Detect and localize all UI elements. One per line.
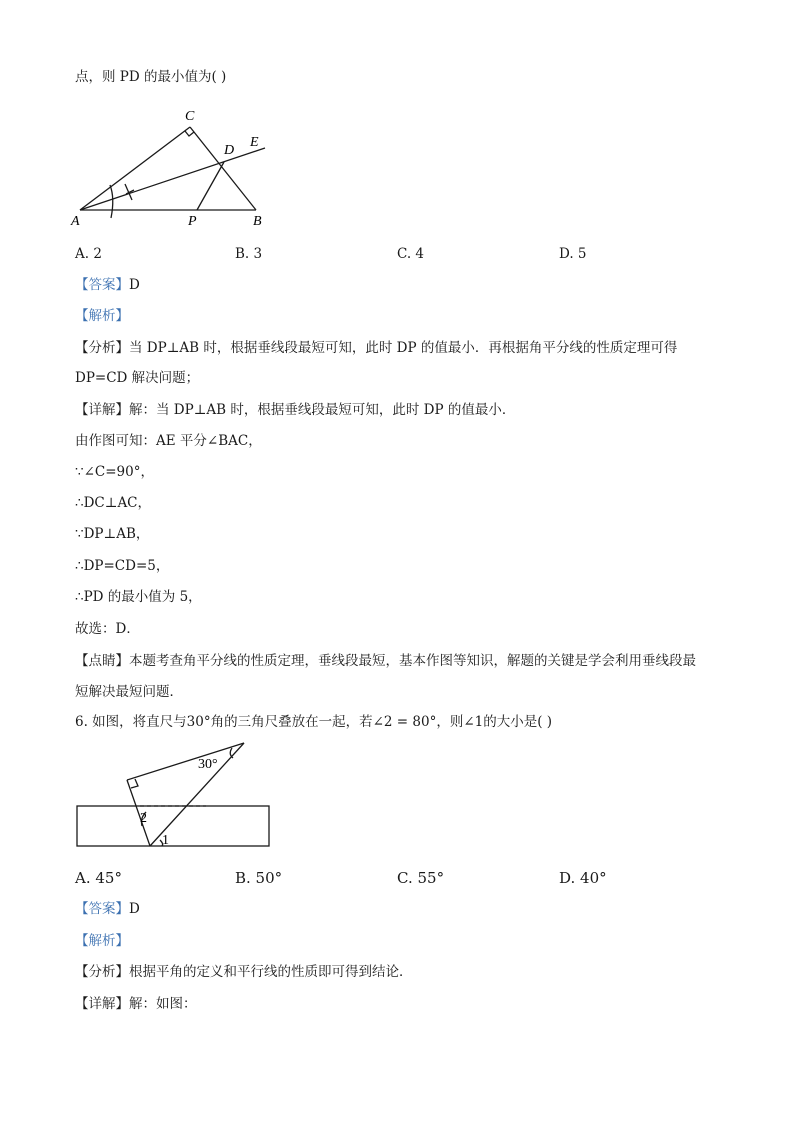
q5-option-c: C. 4 [397,246,425,262]
label-A: A [71,214,80,229]
q5-step-8: 故选：D． [75,621,140,637]
q5-step-3: ∵∠C=90°， [75,464,154,480]
xiangjie-tag: 【详解】 [75,996,129,1012]
arc-mark [110,185,113,218]
q5-fenxi-line-1 [75,339,677,357]
xiangjie-tag: 【详解】 [75,402,129,418]
q5-dianjing-line-2: 短解决最短问题． [75,684,183,700]
q5-answer-line [75,276,140,294]
q5-step-7: ∴PD 的最小值为 5， [75,589,202,605]
q6-answer-line [75,900,140,918]
q6-fenxi-line [75,963,413,981]
dianjing-text: 本题考查角平分线的性质定理，垂线段最短，基本作图等知识，解题的关键是学会利用垂线段最 [129,653,696,669]
q6-option-c: C. 55° [397,869,445,887]
q6-option-d: D. 40° [559,869,607,887]
q5-option-b: B. 3 [235,246,263,262]
label-B: B [253,214,262,229]
xiangjie-text: 解：如图： [129,996,197,1012]
segment-CB [190,127,256,210]
answer-value: D [129,277,140,293]
angle-1-label: 1 [162,833,169,848]
q5-step-4: ∴DC⊥AC， [75,495,152,511]
q5-option-a: A. 2 [75,246,102,262]
fenxi-text: 根据平角的定义和平行线的性质即可得到结论． [129,964,413,980]
q5-step-2: 由作图可知：AE 平分∠BAC， [75,433,262,449]
label-E: E [250,135,259,150]
angle-30-arc [230,748,233,758]
angle-2-label: 2 [140,811,147,826]
fenxi-tag: 【分析】 [75,340,129,356]
q6-stem: 6. 如图，将直尺与30°角的三角尺叠放在一起，若∠2 = 80°，则∠1的大小是( ) [75,714,553,730]
q5-step-5: ∵DP⊥AB， [75,526,150,542]
q6-xiangjie-line [75,995,197,1013]
label-C: C [185,109,195,124]
label-D: D [224,143,235,158]
right-angle-mark [131,779,138,788]
answer-tag: 【答案】 [75,901,129,917]
q5-xiangjie-line [75,401,515,419]
answer-tag: 【答案】 [75,277,129,293]
q5-step-6: ∴DP=CD=5， [75,558,170,574]
q6-option-a: A. 45° [75,869,122,887]
q5-fenxi-line-2: DP=CD 解决问题； [75,370,200,386]
q6-analysis-tag: 【解析】 [75,933,129,949]
q5-stem-tail: 点，则 PD 的最小值为( ) [75,69,227,85]
segment-AC [80,127,190,210]
xiangjie-text: 解：当 DP⊥AB 时，根据垂线段最短可知，此时 DP 的值最小． [129,402,516,418]
q6-figure [70,740,280,852]
fenxi-tag: 【分析】 [75,964,129,980]
q6-option-b: B. 50° [235,869,283,887]
ray-AE [80,148,265,210]
q5-analysis-tag: 【解析】 [75,308,129,324]
right-angle-mark-C [185,131,194,136]
fenxi-text: 当 DP⊥AB 时，根据垂线段最短可知，此时 DP 的值最小．再根据角平分线的性质定理可得 [129,340,678,356]
dianjing-tag: 【点睛】 [75,653,129,669]
ruler [77,806,269,846]
q5-dianjing-line-1 [75,652,696,670]
q5-option-d: D. 5 [559,246,587,262]
angle-30-label: 30° [198,757,218,772]
answer-value: D [129,901,140,917]
q5-figure [70,100,280,230]
label-P: P [188,214,197,229]
